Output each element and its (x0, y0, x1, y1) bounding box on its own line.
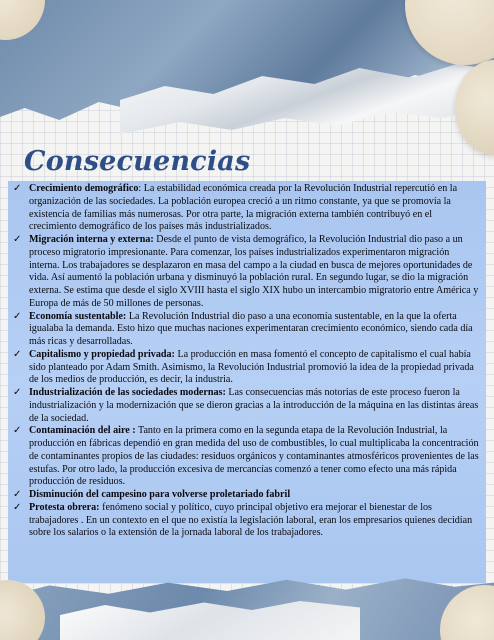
item-text: La estabilidad económica creada por la Revolución Industrial repercutió en la organización de las sociedades. La población europea creció a un ritmo constante, ya que se promovía la existencia de familias más numerosas. Por otra parte, la migración externa también contribuyó en el crecimiento demográfico de los países más industrializados. (29, 183, 458, 233)
list-item (12, 349, 480, 387)
list-item (12, 311, 480, 349)
item-heading: Industrialización de las sociedades modernas: (29, 387, 226, 398)
item-text: Tanto en la primera como en la segunda etapa de la Revolución Industrial, la producción en fábricas dependió en gran medida del uso de combustibles, lo cual multiplicaba la concentración de contaminantes propios de las ciudades: residuos orgánicos y contaminantes atmosféricos provenientes de las estufas. Por otro lado, la producción excesiva de mercancías comenzó a tener como efecto una más rápida producción de residuos. (29, 425, 479, 488)
checkmark-icon: ✓ (13, 234, 22, 245)
item-text: La producción en masa fomentó el concepto de capitalismo el cual había sido planteado por Adam Smith. Asimismo, la Revolución Industrial promovió la idea de la propiedad privada de los medios de producción, es decir, la industria. (29, 348, 474, 386)
item-heading: Migración interna y externa: (29, 234, 154, 245)
list-item (12, 387, 480, 425)
checkmark-icon: ✓ (13, 348, 22, 360)
item-text: Las consecuencias más notorias de este proceso fueron la industrialización y la modernización que se dieron gracias a la introducción de la máquina en las distintas áreas de la sociedad. (29, 387, 479, 424)
item-text: La Revolución Industrial dio paso a una economía sustentable, en la que la oferta igualaba la demanda. Esto hizo que muchas naciones experimentaran crecimiento económico, siendo cada día más ricas y desarrolladas. (29, 310, 473, 347)
list-item (12, 234, 480, 311)
item-heading: Economía sustentable: (29, 310, 127, 322)
checkmark-icon: ✓ (13, 310, 22, 322)
list-item (12, 183, 480, 234)
item-heading: Capitalismo y propiedad privada: (29, 348, 175, 360)
item-heading: Protesta obrera: (29, 501, 100, 513)
item-heading: Crecimiento demográfico (29, 183, 139, 194)
checkmark-icon: ✓ (13, 489, 22, 500)
item-heading: Disminución del campesino para volverse proletariado fabril (29, 489, 291, 500)
item-separator: : (138, 183, 144, 194)
checkmark-icon: ✓ (13, 425, 22, 437)
checkmark-icon: ✓ (13, 183, 22, 194)
content-panel (8, 181, 486, 583)
item-heading: Contaminación del aire : (29, 425, 136, 437)
list-item (12, 489, 480, 502)
item-text: fenómeno social y político, cuyo principal objetivo era mejorar el bienestar de los trabajadores . En un contexto en el que no existía la legislación laboral, eran los empresarios quienes decidían sobre los salarios o la extensión de la jornada laboral de los trabajadores. (29, 501, 473, 539)
item-text: Desde el punto de vista demográfico, la Revolución Industrial dio paso a un proceso migratorio impresionante. Para comenzar, los países industrializados experimentaron migración interna. Los trabajadores se desplazaron en masa del campo a la ciudad en busca de mejores oportunidades de vida. Así aumentó la población urbana y disminuyó la población rural. En segundo lugar, se dio la migración externa. Se estima que desde el siglo XVIII hasta el siglo XIX hubo un intercambio migratorio entre América y Europa de más de 50 millones de personas. (29, 234, 479, 309)
checkmark-icon: ✓ (13, 387, 22, 398)
list-item (12, 425, 480, 489)
page-title: Consecuencias (24, 146, 251, 177)
list-item (12, 502, 480, 540)
checkmark-icon: ✓ (13, 501, 22, 513)
consequences-list (12, 183, 480, 540)
